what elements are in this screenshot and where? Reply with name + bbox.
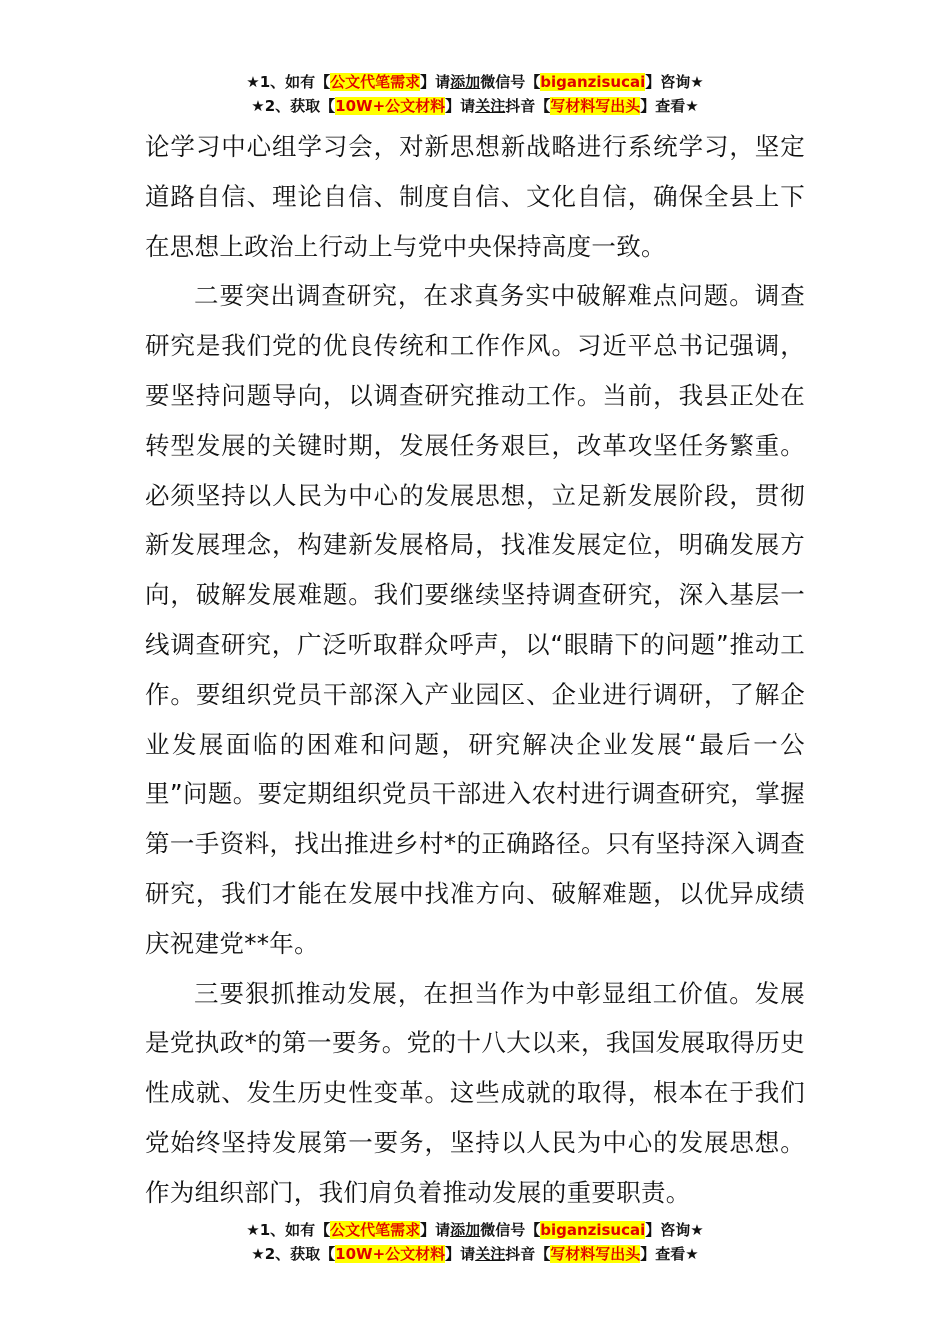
underlined-follow: 关注 [475,97,506,115]
header-banner [0,70,950,118]
paragraph-continuation: 论学习中心组学习会，对新思想新战略进行系统学习，坚定道路自信、理论自信、制度自信、文化自信，确保全县上下在思想上政治上行动上与党中央保持高度一致。 [145,132,805,261]
footer-banner [0,1218,950,1266]
star-icon: ★ [685,1245,699,1263]
banner-line-1 [0,1218,950,1242]
banner-text: 2、获取【 [264,97,336,115]
banner-text: 】请 [445,1245,476,1263]
banner-text: 】咨询 [645,73,691,91]
star-icon: ★ [246,73,260,91]
underlined-add: 添加 [450,73,481,91]
paragraph-investigation: 二要突出调查研究，在求真务实中破解难点问题。调查研究是我们党的优良传统和工作作风。习近平总书记强调，要坚持问题导向，以调查研究推动工作。当前，我县正处在转型发展的关键时期，发展任务艰巨，改革攻坚任务繁重。必须坚持以人民为中心的发展思想，立足新发展阶段，贯彻新发展理念，构建新发展格局，找准发展定位，明确发展方向，破解发展难题。我们要继续坚持调查研究，深入基层一线调查研究，广泛听取群众呼声，以“眼睛下的问题”推动工作。要组织党员干部深入产业园区、企业进行调研，了解企业发展面临的困难和问题，研究解决企业发展“最后一公里”问题。要定期组织党员干部进入农村进行调查研究，掌握第一手资料，找出推进乡村*的正确路径。只有坚持深入调查研究，我们才能在发展中找准方向、破解难题，以优异成绩庆祝建党**年。 [145,281,805,958]
highlight-materials: 10W+公文材料 [335,97,446,115]
highlight-douyin-account: 写材料写出头 [550,97,641,115]
star-icon: ★ [246,1221,260,1239]
highlight-wechat-id: biganzisucai [540,1221,646,1239]
banner-text: 2、获取【 [264,1245,336,1263]
highlight-service: 公文代笔需求 [330,73,421,91]
banner-text: 】请 [445,97,476,115]
highlight-service: 公文代笔需求 [330,1221,421,1239]
highlight-materials: 10W+公文材料 [335,1245,446,1263]
star-icon: ★ [690,73,704,91]
banner-text: 微信号【 [480,73,541,91]
banner-text: 1、如有【 [259,1221,331,1239]
banner-text: 微信号【 [480,1221,541,1239]
banner-text: 】请 [420,1221,451,1239]
document-body [145,122,805,1218]
underlined-follow: 关注 [475,1245,506,1263]
banner-text: 】咨询 [645,1221,691,1239]
highlight-wechat-id: biganzisucai [540,73,646,91]
paragraph-development: 三要狠抓推动发展，在担当作为中彰显组工价值。发展是党执政*的第一要务。党的十八大以来，我国发展取得历史性成就、发生历史性变革。这些成就的取得，根本在于我们党始终坚持发展第一要务，坚持以人民为中心的发展思想。作为组织部门，我们肩负着推动发展的重要职责。 [145,978,805,1207]
highlight-douyin-account: 写材料写出头 [550,1245,641,1263]
star-icon: ★ [685,97,699,115]
banner-line-2 [0,1242,950,1266]
star-icon: ★ [251,1245,265,1263]
banner-text: 抖音【 [505,97,551,115]
banner-text: 1、如有【 [259,73,331,91]
underlined-add: 添加 [450,1221,481,1239]
star-icon: ★ [690,1221,704,1239]
banner-text: 】查看 [640,97,686,115]
banner-line-1 [0,70,950,94]
banner-text: 】查看 [640,1245,686,1263]
star-icon: ★ [251,97,265,115]
banner-text: 抖音【 [505,1245,551,1263]
banner-line-2 [0,94,950,118]
banner-text: 】请 [420,73,451,91]
